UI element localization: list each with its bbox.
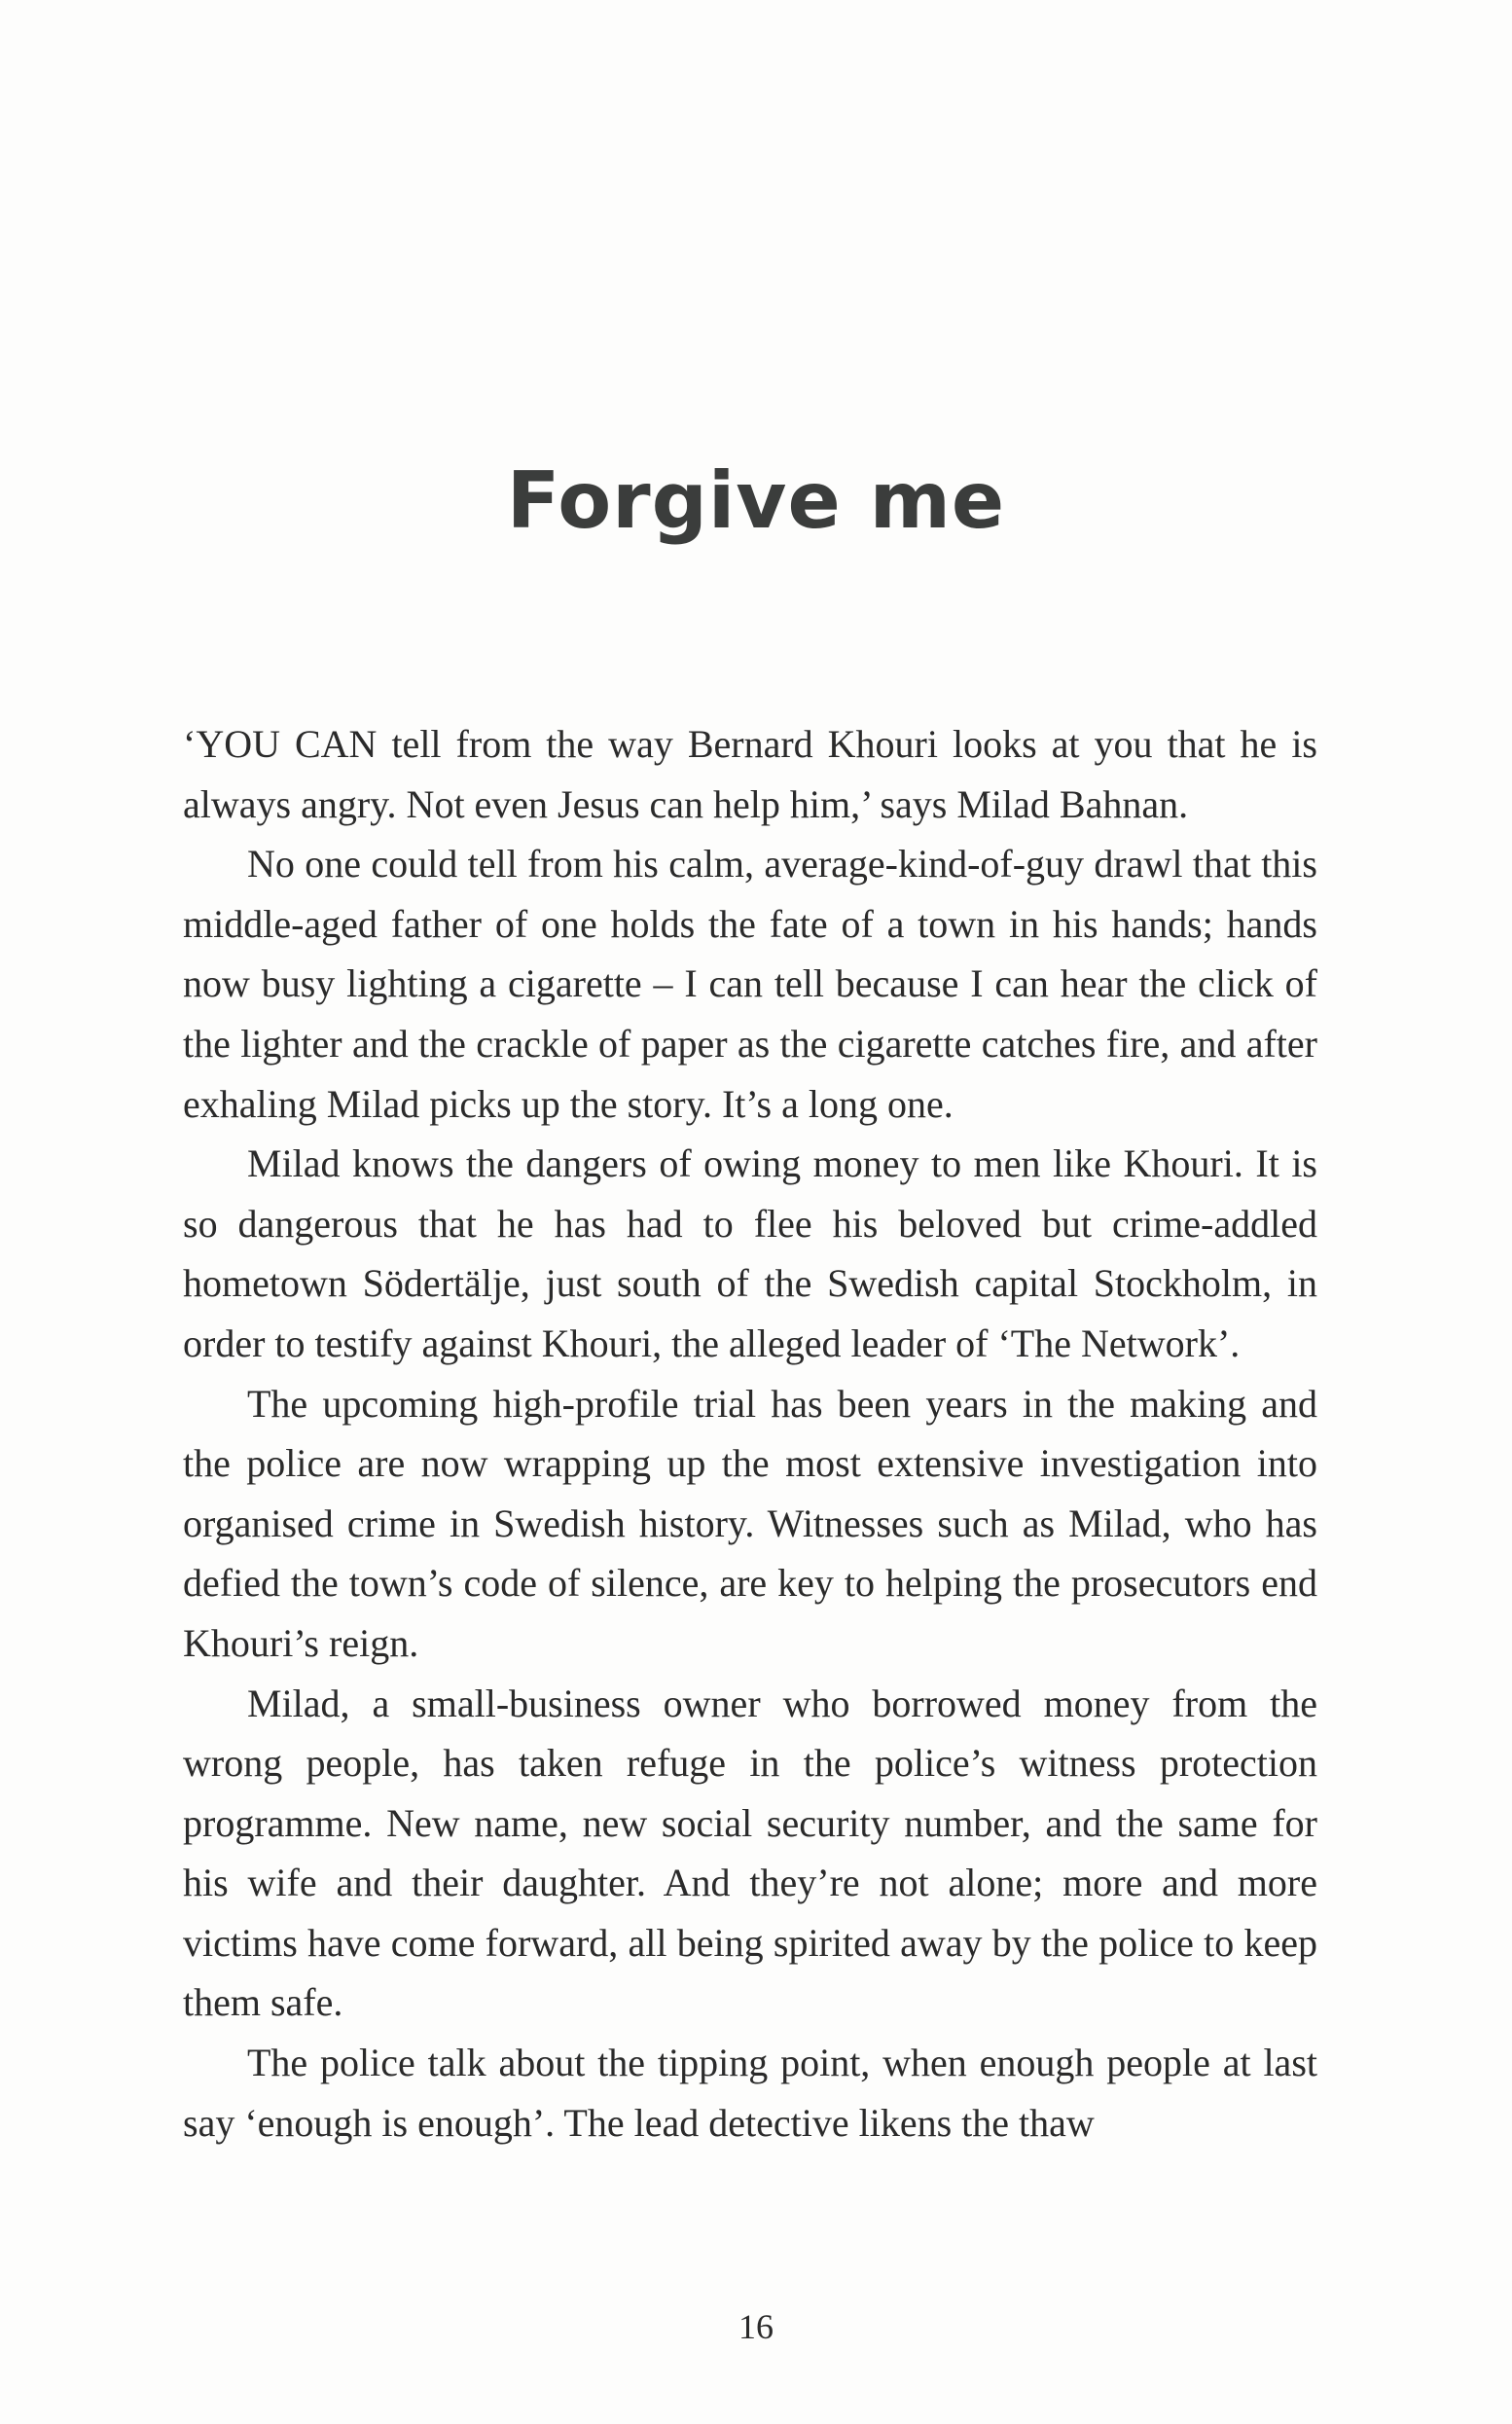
paragraph: No one could tell from his calm, average-kind-of-guy drawl that this middle-aged father of one holds the fate of a town in his hands; hands now busy lighting a cigarette – I can tell because I can hear the click of the lighter and the crackle of paper as the cigarette catches fire, and after exhaling Milad picks up the story. It’s a long one. (183, 842, 1317, 1126)
page-number: 16 (738, 2307, 774, 2346)
chapter-title: Forgive me (506, 455, 1006, 546)
paragraph: The upcoming high-profile trial has been years in the making and the police are now wrapping up the most extensive investigation into organised crime in Swedish history. Witnesses such as Milad, who has defied the town’s code of silence, are key to helping the prosecutors end Khouri’s reign. (183, 1381, 1317, 1665)
paragraph: Milad knows the dangers of owing money to men like Khouri. It is so dangerous that he has had to flee his beloved but crime-addled hometown Södertälje, just south of the Swedish capital Stockholm, in order to testify against Khouri, the alleged leader of ‘The Network’. (183, 1141, 1317, 1365)
paragraph: ‘YOU CAN tell from the way Bernard Khouri looks at you that he is always angry. Not even Jesus can help him,’ says Milad Bahnan. (183, 722, 1317, 826)
paragraph: The police talk about the tipping point, when enough people at last say ‘enough is enough’. The lead detective likens the thaw (183, 2041, 1317, 2145)
chapter-body (183, 714, 1317, 2153)
paragraph: Milad, a small-business owner who borrowed money from the wrong people, has taken refuge in the police’s witness protection programme. New name, new social security number, and the same for his wife and their daughter. And they’re not alone; more and more victims have come forward, all being spirited away by the police to keep them safe. (183, 1681, 1317, 2025)
